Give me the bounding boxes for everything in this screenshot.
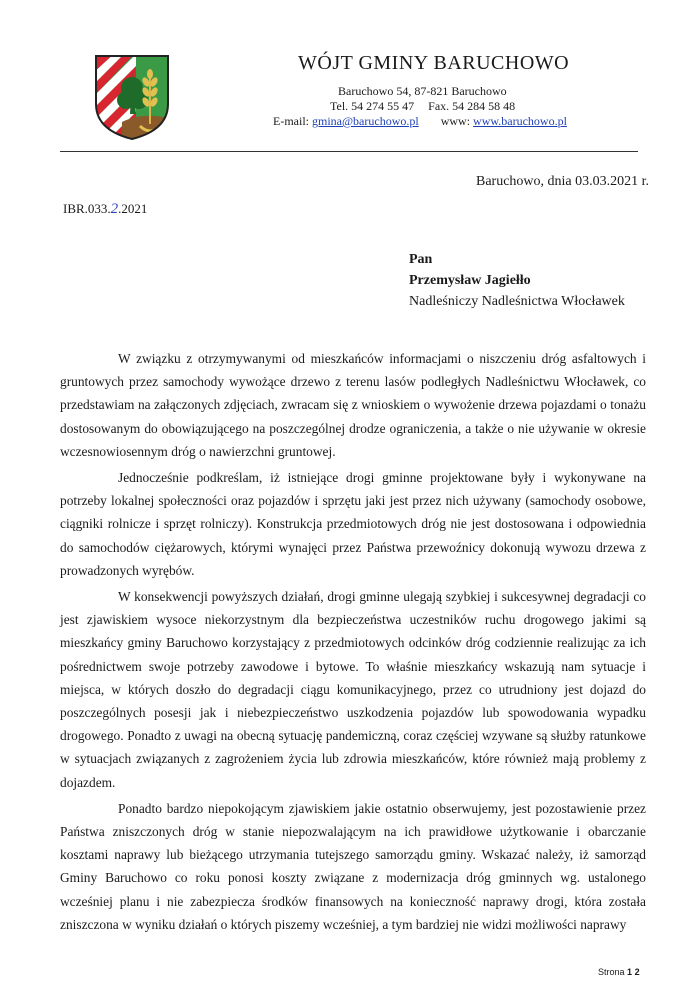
email-label: E-mail: (273, 114, 309, 128)
office-title: WÓJT GMINY BARUCHOWO (298, 52, 570, 74)
reference-suffix: .2021 (118, 201, 148, 216)
body-paragraph: W konsekwencji powyższych działań, drogi gminne ulegają szybkiej i sukcesywnej degradacji co jest zjawiskiem wysoce niekorzystnym dla bezpieczeństwa uczestników ruchu drogowego jakimi są mieszkańcy gminy Baruchowo korzystający z przedmiotowych odcinków dróg codziennie realizując za ich pośrednictwem swoje potrzeby zawodowe i bytowe. To właśnie mieszkańcy wskazują nam sytuacje i miejsca, w których doszło do degradacji ciągu komunikacyjnego, przez co utrudniony jest dojazd do poszczególnych posesji jak i niebezpieczeństwo uszkodzenia pojazdów lub spowodowania wypadku drogowego. Ponadto z uwagi na obecną sytuację pandemiczną, coraz częściej wzywane są służby ratunkowe w sytuacjach związanych z zagrożeniem życia lub zdrowia mieszkańców, które również mają problemy z dojazdem. (60, 589, 646, 790)
website-link[interactable]: www.baruchowo.pl (473, 114, 567, 128)
recipient-name: Przemysław Jagiełło (409, 273, 531, 288)
header-divider (60, 151, 638, 152)
body-paragraph: Jednocześnie podkreślam, iż istniejące drogi gminne projektowane były i wykonywane na potrzeby lokalnej społeczności oraz pojazdów i sprzętu jaki jest przez nich używany (samochody osobowe, ciągniki rolnicze i sprzęt rolniczy). Konstrukcja przedmiotowych dróg nie jest dostosowana i odpowiednia do samochodów ciężarowych, którymi wynajęci przez Państwa przewoźnicy dokonują wywozu drzewa z prowadzonych wyrębów. (60, 470, 646, 578)
recipient-position: Nadleśniczy Nadleśnictwa Włocławek (409, 294, 625, 309)
body-paragraph: W związku z otrzymywanymi od mieszkańców informacjami o niszczeniu dróg asfaltowych i gruntowych przez samochody wywożące drzewo z terenu lasów podległych Nadleśnictwu Włocławek, co przedstawiam na załączonych zdjęciach, zwracam się z wnioskiem o wywożenie drzewa pojazdami o tonażu dostosowanym do obowiązującego na poszczególnej drodze ograniczenia, a także o nie używanie w okresie wczesnowiosennym dróg o nawierzchni gruntowej. (60, 351, 646, 459)
page-label: Strona (598, 967, 625, 977)
letter-body (60, 347, 646, 939)
www-label: www: (440, 114, 471, 128)
reference-handwritten-number: 2 (110, 201, 119, 217)
recipient-block (409, 249, 625, 312)
date-line: Baruchowo, dnia 03.03.2021 r. (476, 174, 650, 189)
email-link[interactable]: gmina@baruchowo.pl (312, 114, 419, 128)
reference-number (63, 201, 147, 218)
page-number (598, 967, 640, 977)
municipal-coat-of-arms-icon (92, 52, 172, 142)
reference-prefix: IBR.033. (63, 201, 111, 216)
page-total: 2 (634, 967, 640, 977)
fax-number: Fax. 54 284 58 48 (428, 99, 516, 113)
body-paragraph: Ponadto bardzo niepokojącym zjawiskiem jakie ostatnio obserwujemy, jest pozostawienie przez Państwa zniszczonych dróg w stanie niepozwalającym na ich prawidłowe użytkowanie i obarczanie kosztami naprawy lub bieżącego utrzymania tutejszego samorządu gminy. Wskazać należy, iż samorząd Gminy Baruchowo co roku ponosi koszty związane z modernizacja dróg gminnych wg. ustalonego wcześniej planu i nie zabezpiecza środków finansowych na konieczność naprawy drogi, która została zniszczona w wyniku działań o których piszemy wcześniej, a tym bardziej nie widzi możliwości naprawy (60, 800, 646, 932)
contact-phone-fax (330, 99, 515, 114)
recipient-salutation: Pan (409, 252, 433, 267)
address-line: Baruchowo 54, 87-821 Baruchowo (338, 84, 507, 98)
phone-number: Tel. 54 274 55 47 (330, 99, 415, 113)
letterhead (0, 0, 700, 160)
contact-email-www (273, 114, 567, 129)
page-current: 1 (627, 967, 633, 977)
